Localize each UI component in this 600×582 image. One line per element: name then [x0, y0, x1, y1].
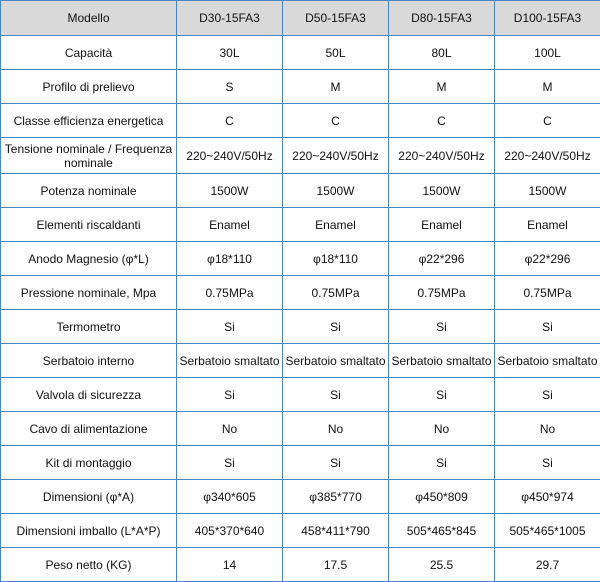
table-cell: No [283, 412, 389, 446]
row-label: Dimensioni imballo (L*A*P) [1, 514, 177, 548]
row-label: Profilo di prelievo [1, 70, 177, 104]
row-label: Serbatoio interno [1, 344, 177, 378]
table-cell: 458*411*790 [283, 514, 389, 548]
table-cell: 80L [389, 36, 495, 70]
table-cell: Serbatoio smaltato [389, 344, 495, 378]
table-cell: 1500W [495, 174, 600, 208]
table-cell: 220~240V/50Hz [283, 138, 389, 174]
table-cell: C [177, 104, 283, 138]
table-cell: 100L [495, 36, 600, 70]
table-cell: φ340*605 [177, 480, 283, 514]
table-cell: Si [389, 310, 495, 344]
table-row [1, 378, 600, 412]
table-cell: Si [495, 446, 600, 480]
table-cell: 405*370*640 [177, 514, 283, 548]
table-cell: 0.75MPa [283, 276, 389, 310]
table-row [1, 138, 600, 174]
table-row [1, 276, 600, 310]
table-cell: Si [495, 310, 600, 344]
table-cell: Serbatoio smaltato [283, 344, 389, 378]
row-label: Tensione nominale / Frequenza nominale [1, 138, 177, 174]
table-cell: 29.7 [495, 548, 600, 582]
row-label: Elementi riscaldanti [1, 208, 177, 242]
table-cell: Si [177, 378, 283, 412]
table-cell: C [389, 104, 495, 138]
table-row [1, 344, 600, 378]
table-cell: 1500W [177, 174, 283, 208]
table-cell: S [177, 70, 283, 104]
table-cell: Si [495, 378, 600, 412]
header-model-d80: D80-15FA3 [389, 1, 495, 36]
header-model-d30: D30-15FA3 [177, 1, 283, 36]
table-cell: M [495, 70, 600, 104]
header-model-d100: D100-15FA3 [495, 1, 600, 36]
table-cell: φ450*809 [389, 480, 495, 514]
table-cell: 220~240V/50Hz [495, 138, 600, 174]
table-row [1, 174, 600, 208]
table-cell: Si [177, 446, 283, 480]
table-cell: 25.5 [389, 548, 495, 582]
table-cell: No [177, 412, 283, 446]
table-cell: 220~240V/50Hz [389, 138, 495, 174]
table-cell: φ22*296 [495, 242, 600, 276]
header-model-d50: D50-15FA3 [283, 1, 389, 36]
table-row [1, 480, 600, 514]
table-header-row [1, 1, 600, 36]
table-row [1, 208, 600, 242]
table-cell: 505*465*1005 [495, 514, 600, 548]
table-cell: 17.5 [283, 548, 389, 582]
table-cell: 30L [177, 36, 283, 70]
row-label: Termometro [1, 310, 177, 344]
table-cell: φ18*110 [283, 242, 389, 276]
table-row [1, 70, 600, 104]
table-cell: M [389, 70, 495, 104]
table-cell: Enamel [283, 208, 389, 242]
header-model-label: Modello [1, 1, 177, 36]
table-cell: Enamel [495, 208, 600, 242]
table-cell: Enamel [177, 208, 283, 242]
table-cell: Si [283, 310, 389, 344]
table-row [1, 412, 600, 446]
row-label: Classe efficienza energetica [1, 104, 177, 138]
row-label: Dimensioni (φ*A) [1, 480, 177, 514]
table-cell: Si [283, 378, 389, 412]
row-label: Capacità [1, 36, 177, 70]
table-row [1, 36, 600, 70]
table-cell: 220~240V/50Hz [177, 138, 283, 174]
table-cell: 0.75MPa [495, 276, 600, 310]
table-cell: No [389, 412, 495, 446]
row-label: Valvola di sicurezza [1, 378, 177, 412]
table-cell: 0.75MPa [177, 276, 283, 310]
table-cell: 0.75MPa [389, 276, 495, 310]
row-label: Anodo Magnesio (φ*L) [1, 242, 177, 276]
table-cell: M [283, 70, 389, 104]
table-cell: C [283, 104, 389, 138]
row-label: Kit di montaggio [1, 446, 177, 480]
table-cell: Si [389, 446, 495, 480]
table-cell: Si [283, 446, 389, 480]
row-label: Peso netto (KG) [1, 548, 177, 582]
table-cell: 14 [177, 548, 283, 582]
table-row [1, 514, 600, 548]
table-cell: Serbatoio smaltato [177, 344, 283, 378]
table-row [1, 310, 600, 344]
table-cell: C [495, 104, 600, 138]
table-cell: Enamel [389, 208, 495, 242]
table-row [1, 548, 600, 582]
table-cell: φ22*296 [389, 242, 495, 276]
table-cell: φ450*974 [495, 480, 600, 514]
table-cell: φ385*770 [283, 480, 389, 514]
table-cell: No [495, 412, 600, 446]
table-row [1, 104, 600, 138]
row-label: Potenza nominale [1, 174, 177, 208]
row-label: Cavo di alimentazione [1, 412, 177, 446]
table-cell: 50L [283, 36, 389, 70]
table-cell: Serbatoio smaltato [495, 344, 600, 378]
table-row [1, 242, 600, 276]
table-cell: 1500W [389, 174, 495, 208]
row-label: Pressione nominale, Mpa [1, 276, 177, 310]
table-cell: 505*465*845 [389, 514, 495, 548]
table-cell: 1500W [283, 174, 389, 208]
table-cell: Si [177, 310, 283, 344]
table-cell: φ18*110 [177, 242, 283, 276]
table-cell: Si [389, 378, 495, 412]
table-row [1, 446, 600, 480]
